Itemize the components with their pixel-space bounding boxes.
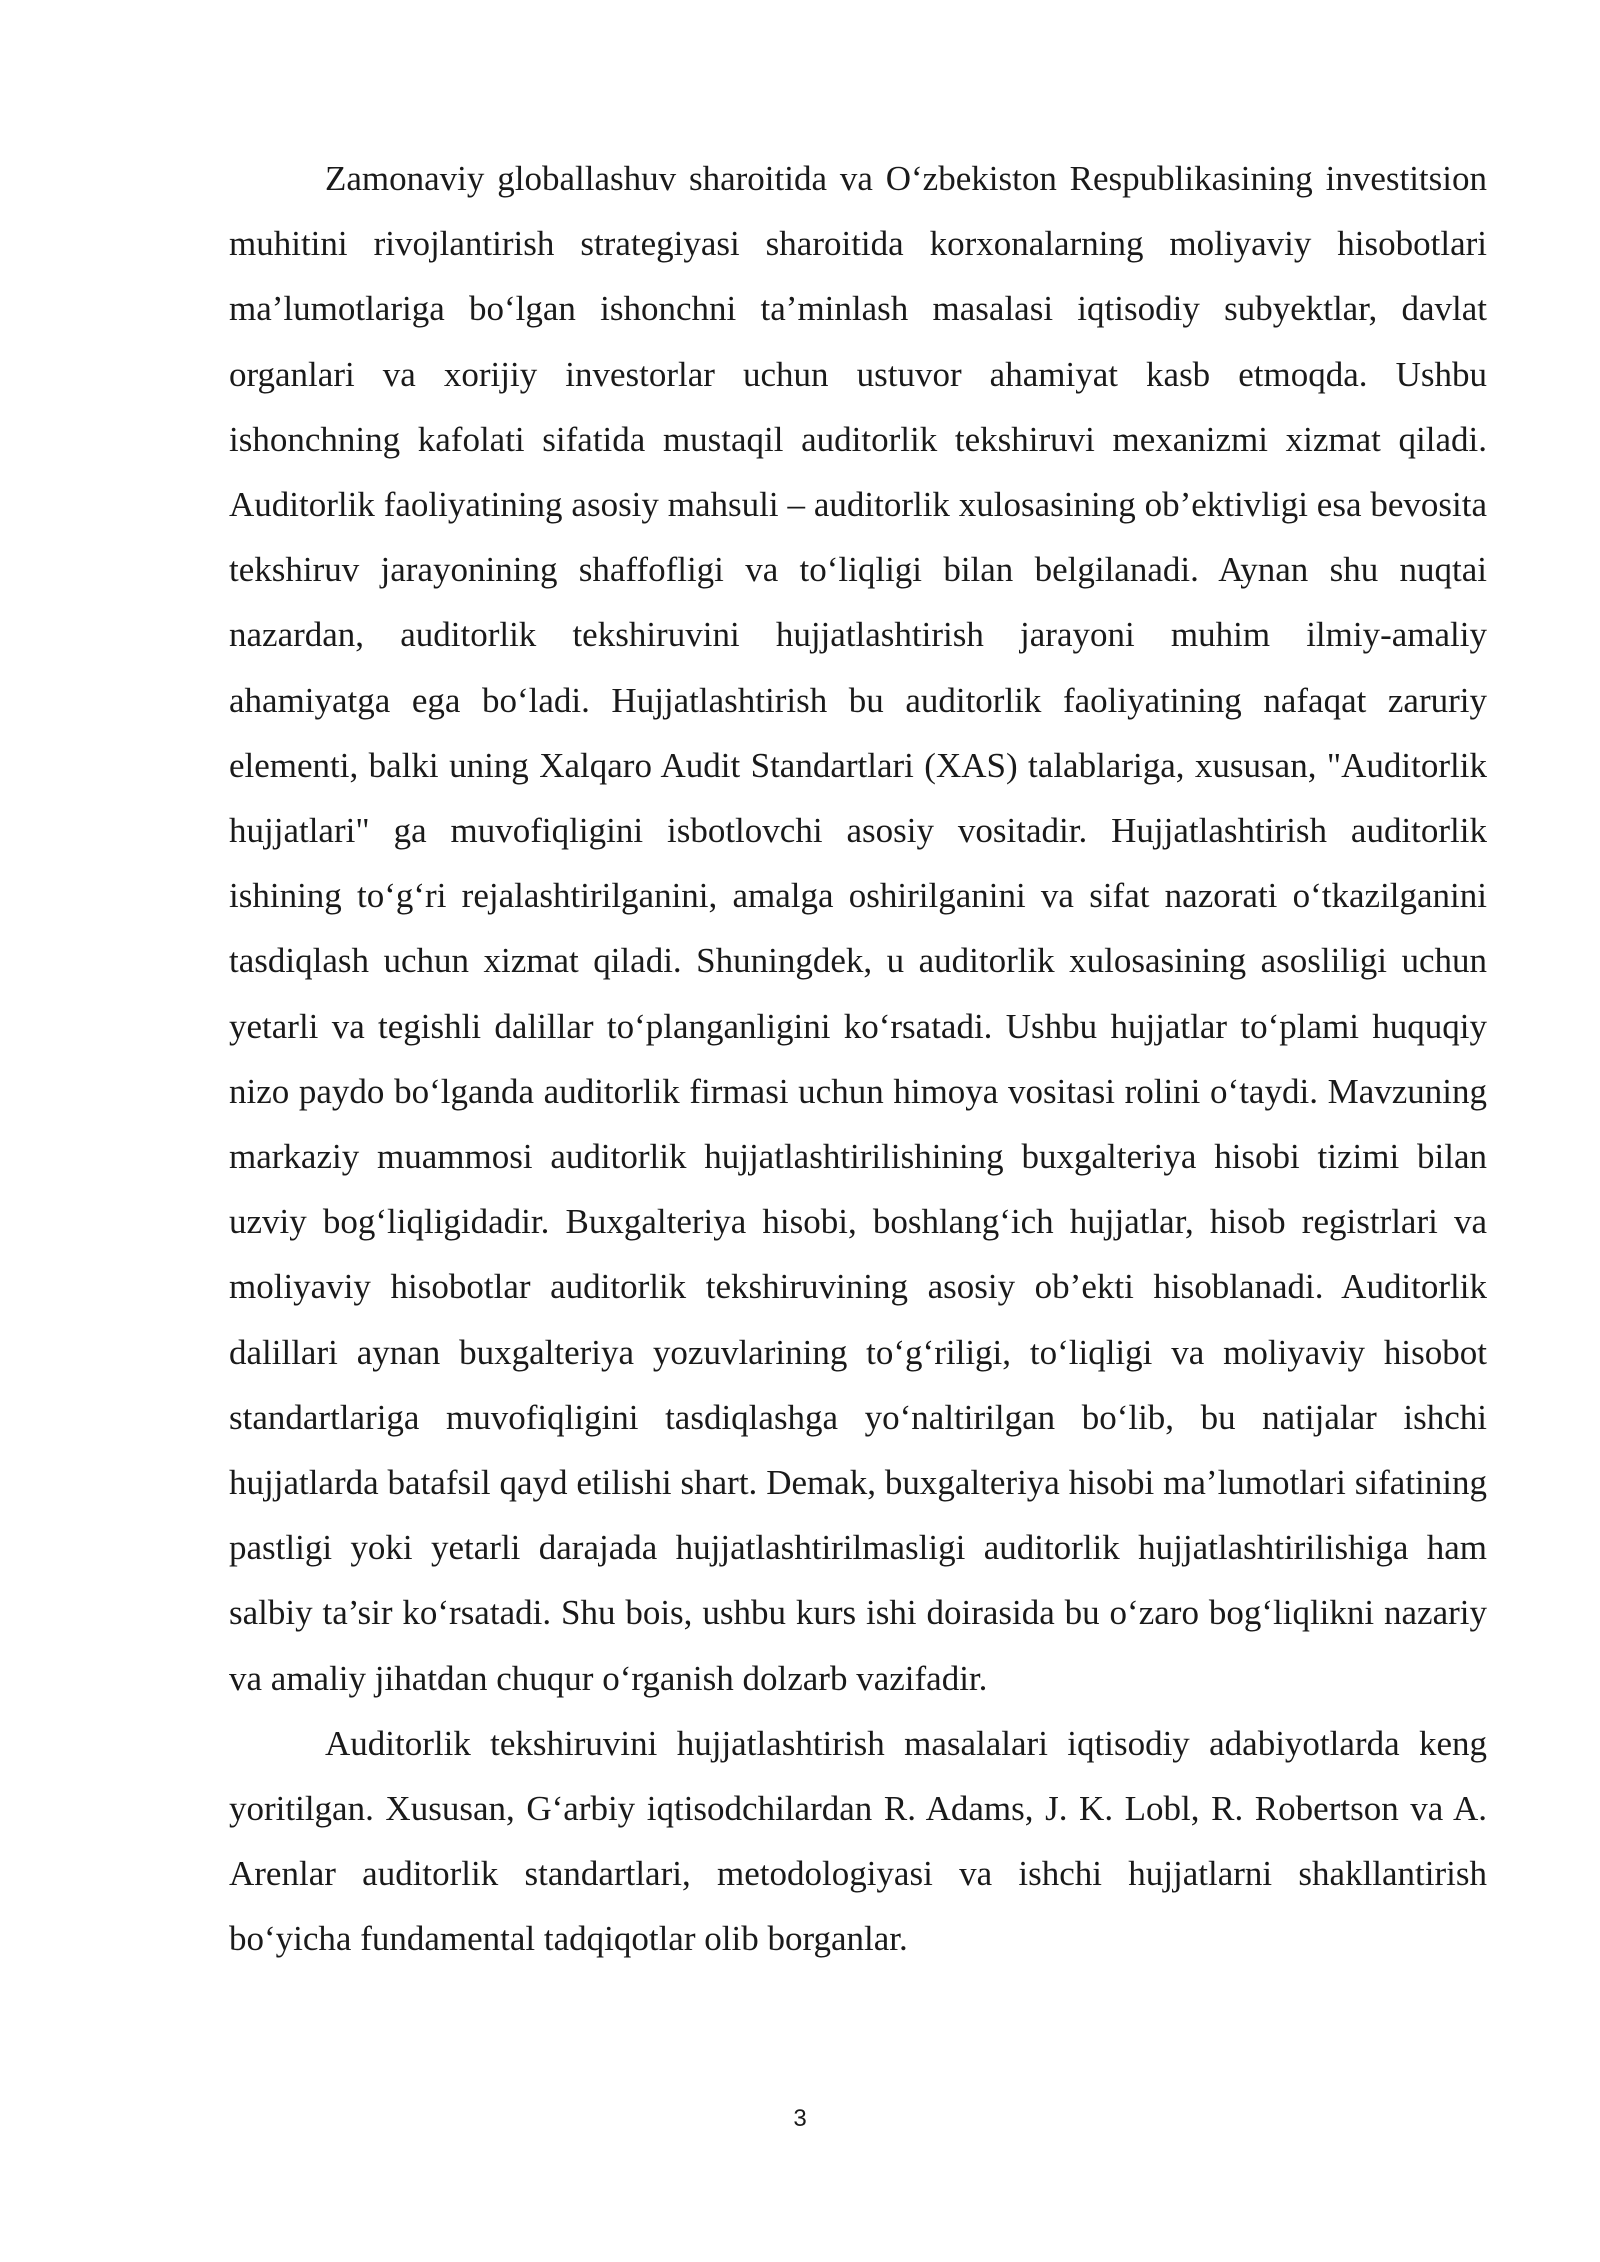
page-number: 3 xyxy=(793,2105,807,2132)
paragraph-1: Zamonaviy globallashuv sharoitida va O‘zbekiston Respublikasining investitsion muhitini rivojlantirish strategiyasi sharoitida korxonalarning moliyaviy hisobotlari ma’lumotlariga bo‘lgan ishonchni ta’minlash masalasi iqtisodiy subyektlar, davlat organlari va xorijiy investorlar uchun ustuvor ahamiyat kasb etmoqda. Ushbu ishonchning kafolati sifatida mustaqil auditorlik tekshiruvi mexanizmi xizmat qiladi. Auditorlik faoliyatining asosiy mahsuli – auditorlik xulosasining ob’ektivligi esa bevosita tekshiruv jarayonining shaffofligi va to‘liqligi bilan belgilanadi. Aynan shu nuqtai nazardan, auditorlik tekshiruvini hujjatlashtirish jarayoni muhim ilmiy-amaliy ahamiyatga ega bo‘ladi. Hujjatlashtirish bu auditorlik faoliyatining nafaqat zaruriy elementi, balki uning Xalqaro Audit Standartlari (XAS) talablariga, xususan, "Auditorlik hujjatlari" ga muvofiqligini isbotlovchi asosiy vositadir. Hujjatlashtirish auditorlik ishining to‘g‘ri rejalashtirilganini, amalga oshirilganini va sifat nazorati o‘tkazilganini tasdiqlash uchun xizmat qiladi. Shuningdek, u auditorlik xulosasining asosliligi uchun yetarli va tegishli dalillar to‘planganligini ko‘rsatadi. Ushbu hujjatlar to‘plami huquqiy nizo paydo bo‘lganda auditorlik firmasi uchun himoya vositasi rolini o‘taydi. Mavzuning markaziy muammosi auditorlik hujjatlashtirilishining buxgalteriya hisobi tizimi bilan uzviy bog‘liqligidadir. Buxgalteriya hisobi, boshlang‘ich hujjatlar, hisob registrlari va moliyaviy hisobotlar auditorlik tekshiruvining asosiy ob’ekti hisoblanadi. Auditorlik dalillari aynan buxgalteriya yozuvlarining to‘g‘riligi, to‘liqligi va moliyaviy hisobot standartlariga muvofiqligini tasdiqlashga yo‘naltirilgan bo‘lib, bu natijalar ishchi hujjatlarda batafsil qayd etilishi shart. Demak, buxgalteriya hisobi ma’lumotlari sifatining pastligi yoki yetarli darajada hujjatlashtirilmasligi auditorlik hujjatlashtirilishiga ham salbiy ta’sir ko‘rsatadi. Shu bois, ushbu kurs ishi doirasida bu o‘zaro bog‘liqlikni nazariy va amaliy jihatdan chuqur o‘rganish dolzarb vazifadir. xyxy=(229,159,1487,1698)
body-text xyxy=(229,146,1487,1972)
paragraph-2: Auditorlik tekshiruvini hujjatlashtirish masalalari iqtisodiy adabiyotlarda keng yoritilgan. Xususan, G‘arbiy iqtisodchilardan R. Adams, J. K. Lobl, R. Robertson va A. Arenlar auditorlik standartlari, metodologiyasi va ishchi hujjatlarni shakllantirish bo‘yicha fundamental tadqiqotlar olib borganlar. xyxy=(229,1723,1487,1959)
